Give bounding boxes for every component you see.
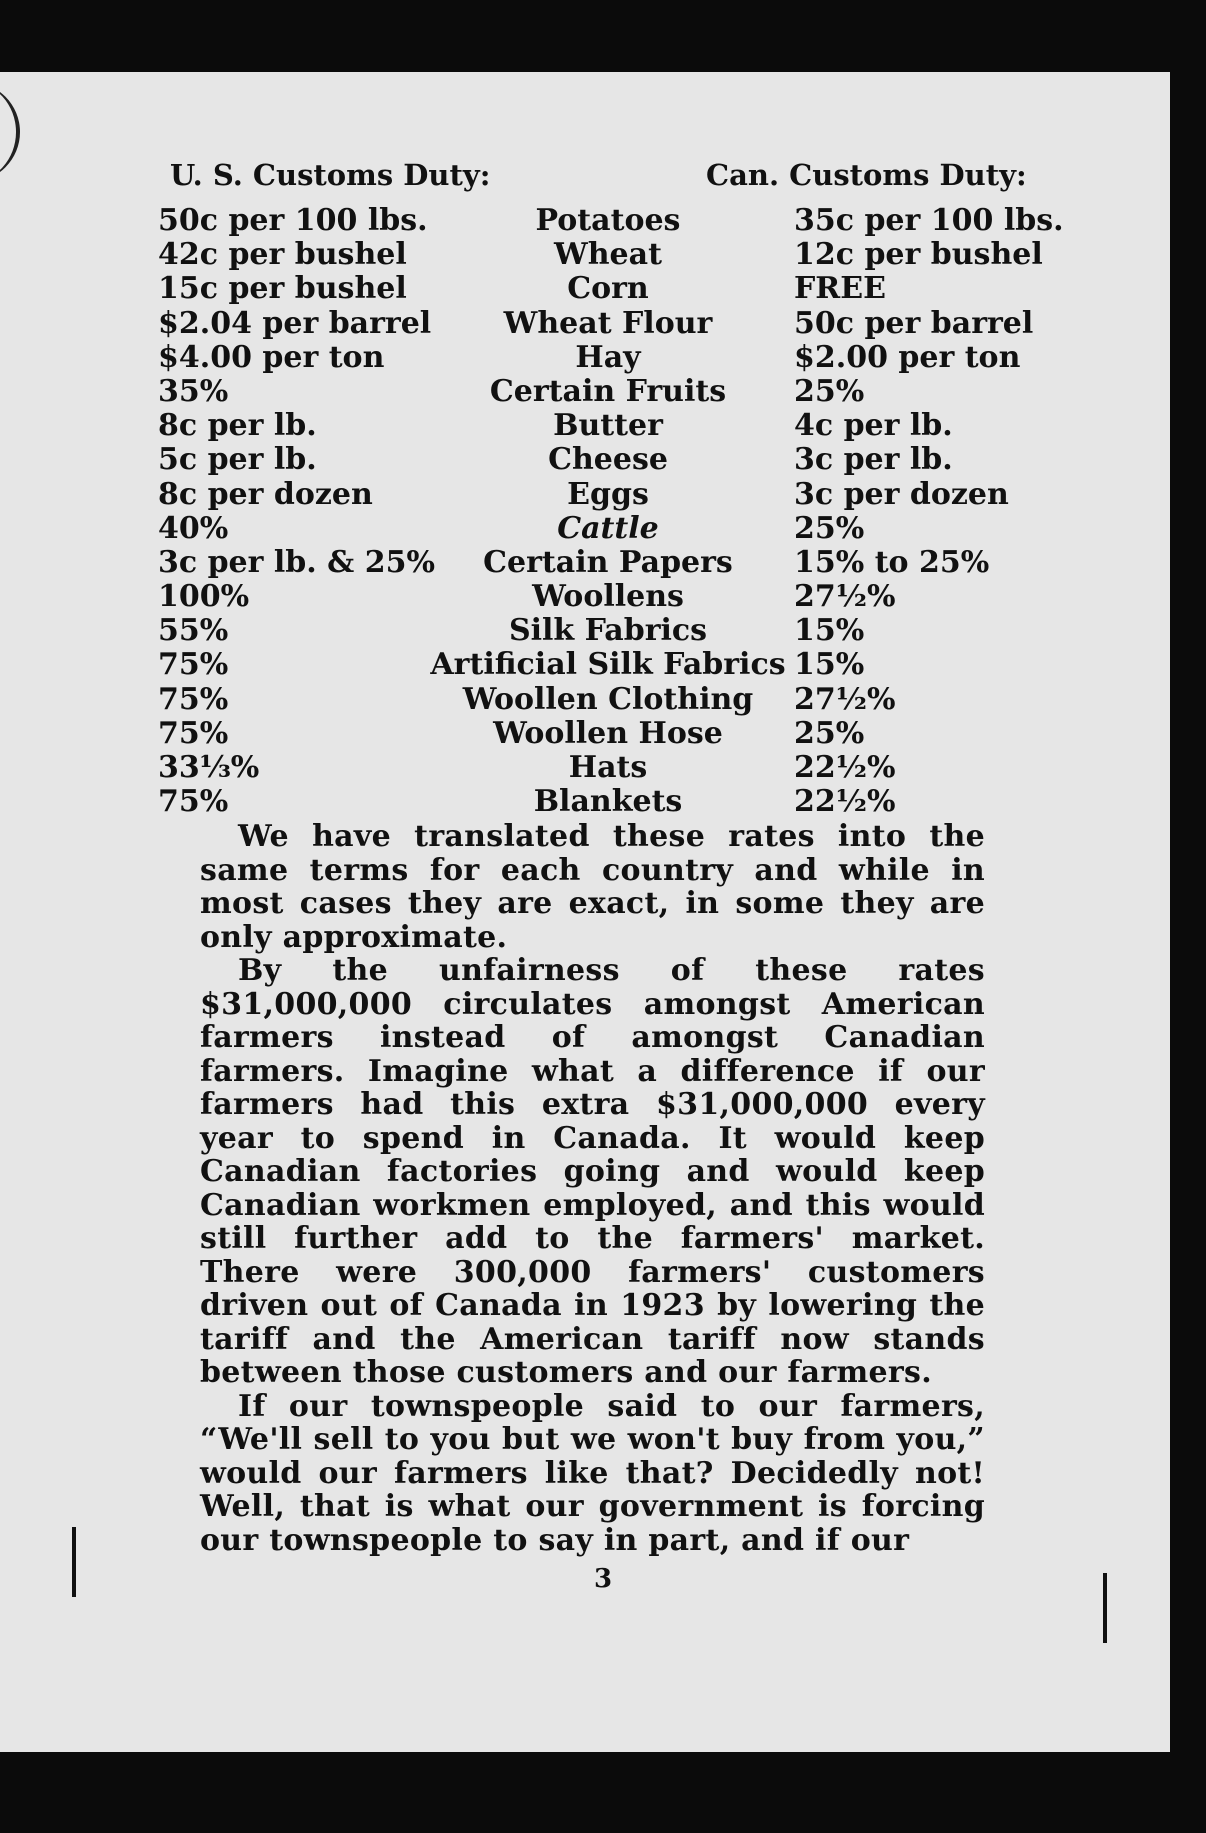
duty-table xyxy=(158,203,1064,820)
us-duty-cell: 35% xyxy=(158,373,229,409)
can-duty-cell: 3c per dozen xyxy=(794,476,1009,512)
can-duty-cell: 4c per lb. xyxy=(794,408,953,444)
page-curl-mark xyxy=(0,82,20,182)
can-duty-cell: 27½% xyxy=(794,579,896,615)
us-duty-cell: 3c per lb. & 25% xyxy=(158,544,435,580)
us-duty-cell: 75% xyxy=(158,681,229,717)
can-duty-cell: 35c per 100 lbs. xyxy=(794,203,1064,238)
duty-row xyxy=(158,443,1058,477)
paragraph: If our townspeople said to our farmers, “We'll sell to you but we won't buy from you,” would our farmers like that? Decidedly not! Well, that is what our government is forcing our townspeople to say in part, and if our xyxy=(200,1388,985,1558)
can-duty-cell: 25% xyxy=(794,715,865,751)
can-duty-cell: 3c per lb. xyxy=(794,442,953,478)
us-duty-cell: 8c per lb. xyxy=(158,408,317,444)
duty-row xyxy=(158,580,1058,614)
commodity-cell: Cheese xyxy=(548,442,668,478)
commodity-cell: Hats xyxy=(568,750,648,785)
us-duty-cell: 5c per lb. xyxy=(158,442,317,478)
commodity-cell: Blankets xyxy=(533,784,683,820)
can-duty-cell: 15% xyxy=(794,647,865,683)
us-duty-cell: $2.04 per barrel xyxy=(158,305,432,341)
can-duty-cell: FREE xyxy=(794,271,886,307)
duty-row xyxy=(158,203,1064,238)
paragraph: By the unfairness of these rates $31,000,000 circulates amongst American farmers instead of amongst Canadian farmers. Imagine what a difference if our farmers had this extra $31,000,000 every year to spend in Canada. It would keep Canadian factories going and would keep Canadian workmen employed, and this would still further add to the farmers' market. There were 300,000 farmers' customers driven out of Canada in 1923 by lowering the tariff and the American tariff now stands between those customers and our farmers. xyxy=(200,953,985,1390)
paragraph: We have translated these rates into the same terms for each country and while in most cases they are exact, in some they are only approximate. xyxy=(200,819,985,955)
us-duty-heading: U. S. Customs Duty: xyxy=(170,158,491,192)
duty-row xyxy=(158,238,1058,272)
binding-mark-right xyxy=(1103,1573,1107,1643)
us-duty-cell: 55% xyxy=(158,613,229,649)
commodity-cell: Wheat xyxy=(554,237,662,273)
duty-row xyxy=(158,512,1058,546)
commodity-cell: Silk Fabrics xyxy=(508,613,708,649)
commodity-cell: Artificial Silk Fabrics xyxy=(430,647,786,683)
commodity-cell: Wheat Flour xyxy=(503,305,713,341)
commodity-cell: Potatoes xyxy=(535,203,681,238)
duty-row xyxy=(158,272,1058,306)
can-duty-cell: 22½% xyxy=(794,784,896,820)
can-duty-cell: 15% xyxy=(794,613,865,649)
duty-row xyxy=(158,683,1058,717)
us-duty-cell: 15c per bushel xyxy=(158,271,407,307)
can-duty-cell: 15% to 25% xyxy=(794,544,990,580)
us-duty-cell: 40% xyxy=(158,510,229,546)
duty-row xyxy=(158,648,1058,682)
page-number: 3 xyxy=(593,1564,613,1594)
duty-row xyxy=(158,307,1058,341)
commodity-cell: Woollen Clothing xyxy=(462,681,754,717)
duty-row xyxy=(158,341,1058,375)
can-duty-cell: 22½% xyxy=(794,750,896,785)
commodity-cell: Butter xyxy=(553,408,663,444)
duty-row xyxy=(158,409,1058,443)
duty-row xyxy=(158,717,1058,751)
duty-row xyxy=(158,785,1058,819)
us-duty-cell: 75% xyxy=(158,784,229,820)
duty-row xyxy=(158,546,1058,580)
commodity-cell: Cattle xyxy=(557,510,659,546)
body-text xyxy=(200,820,985,1557)
duty-row xyxy=(158,478,1058,512)
commodity-cell: Woollen Hose xyxy=(493,715,723,751)
us-duty-cell: 42c per bushel xyxy=(158,237,407,273)
can-duty-cell: 50c per barrel xyxy=(794,305,1034,341)
commodity-cell: Corn xyxy=(567,271,649,307)
us-duty-cell: 33⅓% xyxy=(158,750,260,785)
can-duty-cell: $2.00 per ton xyxy=(794,339,1021,375)
duty-row xyxy=(158,614,1058,648)
can-duty-cell: 25% xyxy=(794,373,865,409)
duty-row xyxy=(158,751,1058,785)
can-duty-heading: Can. Customs Duty: xyxy=(706,158,1027,192)
us-duty-cell: 75% xyxy=(158,715,229,751)
commodity-cell: Woollens xyxy=(532,579,684,615)
can-duty-cell: 27½% xyxy=(794,681,896,717)
commodity-cell: Hay xyxy=(575,339,641,375)
binding-mark-left xyxy=(72,1527,76,1597)
duty-row xyxy=(158,375,1058,409)
us-duty-cell: $4.00 per ton xyxy=(158,339,385,375)
document-page xyxy=(0,72,1170,1752)
commodity-cell: Certain Papers xyxy=(483,544,733,580)
can-duty-cell: 25% xyxy=(794,510,865,546)
commodity-cell: Certain Fruits xyxy=(489,373,727,409)
us-duty-cell: 8c per dozen xyxy=(158,476,373,512)
commodity-cell: Eggs xyxy=(567,476,649,512)
us-duty-cell: 75% xyxy=(158,647,229,683)
us-duty-cell: 50c per 100 lbs. xyxy=(158,203,428,238)
us-duty-cell: 100% xyxy=(158,579,250,615)
can-duty-cell: 12c per bushel xyxy=(794,237,1043,273)
